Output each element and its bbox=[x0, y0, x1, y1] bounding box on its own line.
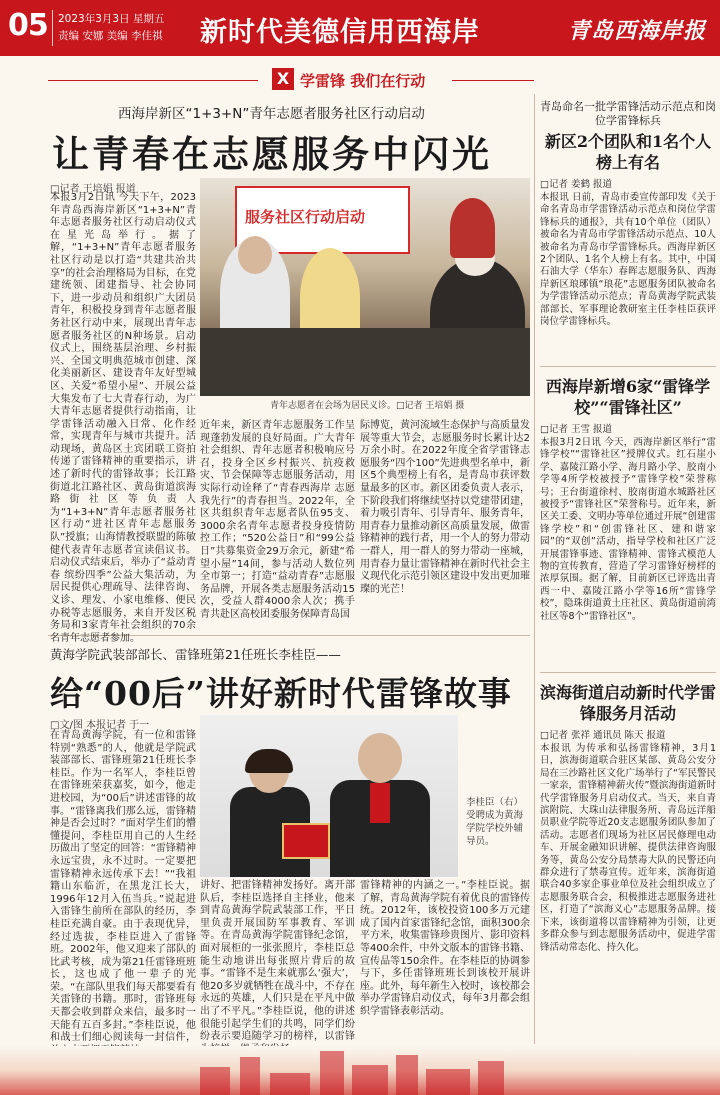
issue-date: 2023年3月3日 星期五 bbox=[58, 13, 165, 25]
article1-headline: 让青春在志愿服务中闪光 bbox=[52, 132, 492, 176]
skyline-building bbox=[352, 1065, 388, 1095]
side-story-3 bbox=[540, 682, 716, 1043]
article2-column-3: 雷锋精神的内涵之一。”李桂臣说。据了解，青岛黄海学院有着优良的雷锋传统。2012年，该校投资100多万元建成了国内首家雷锋纪念馆，面积300余平方米，收集雷锋珍贵图片、影印资料等400余件，中外文版本的雷锋书籍、宣传品等150余件。在李桂臣的协调参与下，多任雷锋班班长到该校开展讲座。此外，每年新生入校时，该校都会举办学雷锋启动仪式，每年3月都会组织学雷锋表彰活动。 bbox=[360, 880, 530, 1017]
side-separator-2 bbox=[540, 672, 716, 673]
page-number: 05 bbox=[8, 8, 48, 43]
article2-kicker: 黄海学院武装部部长、雷锋班第21任班长李桂臣—— bbox=[50, 647, 341, 662]
article2-column-2: 讲好、把雷锋精神发扬好。离开部队后，李桂臣选择自主择业，他来到青岛黄海学院武装部工作，平日里负责开展国防军事教育、军训等。在青岛黄海学院雷锋纪念馆，面对展柜的一张张照片，李桂臣总能生动地讲出每张照片背后的故事。“雷锋不是生来就那么‘强大’，他20多岁就牺牲在战斗中，不存在永远的英雄，人们只是在平凡中做出了不平凡。”李桂臣说，他的讲述很能引起学生们的共鸣，同学们纷纷表示要追随学习的榜样，以雷锋 bbox=[200, 880, 355, 1043]
side2-body: 本报3月2日讯 今天，西海岸新区举行“雷锋学校”“雷锋社区”授牌仪式。红石崖小学、嘉陵江路小学、海月路小学、胶南小学等4所学校被授予“雷锋学校”荣誉称号；王台街道徐村、胶南街道水城路社区被授予“雷锋社区”荣誉称号。近年来，新区关工委、文明办等单位通过开展“创建雷锋学校”和“创雷锋社区、建和谐家园”的“双创”活动，指导学校和社区广泛开展雷锋事迹、雷锋精神、雷锋式模范人物的宣传教育，营造了学习雷锋好榜样的浓厚氛围。据了解，目前新区已评选出青西一中、嘉陵江路小学等16所“雷锋学校”，隐珠街道黄土庄社区、黄岛街道前湾社区等8个“雷锋社区”。 bbox=[540, 437, 716, 622]
side1-body: 本报讯 日前，青岛市委宣传部印发《关于命名青岛市学雷锋活动示范点和岗位学雷锋标兵的通报》，共有10个单位（团队）被命名为青岛市学雷锋活动示范点、10人被命名为青岛市学雷锋标兵。西海岸新区2个团队、1名个人榜上有名。其中，中国石油大学（华东）春晖志愿服务队、西海岸新区琅琊镇“琅花”志愿服务团队被命名为学雷锋活动示范点；青岛黄海学院武装部部长、军事理论教研室主任李桂臣获评岗位学雷锋标兵。 bbox=[540, 192, 716, 328]
article1-photo bbox=[200, 178, 530, 396]
article2-photo-caption: 李桂臣（右）受聘成为黄海学院学校外辅导员。 bbox=[466, 797, 524, 847]
article2-headline: 给“00后”讲好新时代雷锋故事 bbox=[50, 674, 512, 713]
skyline-building bbox=[240, 1057, 260, 1095]
masthead bbox=[0, 0, 720, 56]
skyline-building bbox=[478, 1061, 504, 1095]
banner-rule-right bbox=[452, 80, 534, 81]
photo-table bbox=[200, 328, 530, 396]
section-label: 学雷锋 我们在行动 bbox=[300, 72, 426, 90]
volunteer-head bbox=[238, 236, 272, 274]
skyline-building bbox=[320, 1051, 344, 1095]
side-story-2 bbox=[540, 376, 716, 677]
side1-byline: □记者 姜鹤 报道 bbox=[540, 179, 613, 190]
bystander-figure bbox=[450, 198, 495, 258]
header-meta bbox=[58, 11, 164, 45]
skyline-building bbox=[270, 1073, 310, 1095]
header-divider bbox=[52, 10, 53, 46]
article1-photo-caption: 青年志愿者在会场为居民义诊。□记者 王培娟 摄 bbox=[270, 401, 465, 411]
article1-byline: □记者 王培娟 报道 bbox=[50, 184, 136, 195]
side2-headline: 西海岸新增6家“雷锋学校”“雷锋社区” bbox=[545, 377, 711, 417]
article1-kicker: 西海岸新区“1+3+N”青年志愿者服务社区行动启动 bbox=[118, 106, 425, 122]
article2-photo bbox=[200, 715, 458, 877]
article2-byline: □文/图 本报记者 于一 bbox=[50, 720, 150, 731]
side3-byline: □记者 张祥 通讯员 陈天 报道 bbox=[540, 730, 666, 741]
side2-byline: □记者 王雪 报道 bbox=[540, 424, 613, 435]
column-divider bbox=[534, 94, 535, 1044]
editors: 责编 安娜 美编 李佳祺 bbox=[58, 30, 163, 42]
footer-skyline-decoration bbox=[0, 1046, 720, 1095]
side1-kicker: 青岛命名一批学雷锋活动示范点和岗位学雷锋标兵 bbox=[540, 100, 716, 127]
banner-rule-left bbox=[48, 80, 258, 81]
article2-column-1: 在青岛黄海学院，有一位和雷锋特别“熟悉”的人，他就是学院武装部部长、雷锋班第21任班长李桂臣。作为一名军人，李桂臣曾在雷锋班荣获嘉奖，如今，他走进校园，为“00后”讲述雷锋的故事。“雷锋离我们那么远，雷锋精神是否会过时？”面对学生们的懵懂提问，李桂臣用自己的人生经历做出了坚定的回答：“雷锋精神永远宝贵，永不过时。一定要把雷锋精神永远传承下去！”“我祖籍山东临沂，在黑龙江长大，1996年12月入伍当兵。”说起进入雷锋生前所在部队的经历，李桂臣充满自豪。由于表现优异，经过选拔，李桂臣进入了雷锋班。2002年，他又迎来了部队的比武考核，成为第21任雷锋班班长，这也成了他一辈子的光荣。“在部队里我们每天都要看有关雷锋的书籍。那时，雷锋班每天都会收到群众来信，最多时一天能有五百多封。”李桂臣说，他和战士们细心阅读每一封信件， bbox=[50, 730, 196, 1044]
side3-body: 本报讯 为传承和弘扬雷锋精神，3月1日，滨海街道联合驻区某部、黄岛公安分局在三沙路社区文化广场举行了“军民警民一家亲，雷锋精神薪火传”暨滨海街道新时代学雷锋服务月启动仪式。当天，来自青滨附院、大珠山法律服务所、青岛远洋船员职业学院等近20支志愿服务团队参加了活动。志愿者们现场为社区居民修理电动车、开展金融知识讲解、提供法律咨询服务等，黄岛公安分局禁毒大队的民警还向群众进行了禁毒宣传。近年来，滨海街道联合40多家企事业单位及社会组织成立了志愿服务联合会，积极推进志愿服务进社区，打造了“滨海义心”志愿服务品牌。接下来，该街道将以雷锋精神为引领，让更多群众参与到志愿服务活动中，促进学雷锋活动常态化、持久化。 bbox=[540, 743, 716, 953]
article1-column-3: 际博览，黄河流域生态保护与高质量发展等重大节会，志愿服务时长累计达2万余小时。在2022年度全省学雷锋志愿服务“四个100”先进典型名单中，新区5个典型榜上有名，是青岛市获评数量最多的区市。新区团委负责人表示，下阶段我们将继续坚持以党建带团建，着力吸引青年、引导青年、服务青年，用青春力量推动新区高质量发展，做雷锋精神的践行者，用一个人的努力带动一群人，用一群人的努力带动一座城，用青春力量让雷锋精神在新时代社会主义现代化示范引领区建设中发出更加璀璨的光芒！ bbox=[360, 420, 530, 595]
side3-headline: 滨海街道启动新时代学雷锋服务月活动 bbox=[540, 683, 717, 723]
skyline-building bbox=[200, 1067, 230, 1095]
red-scarf bbox=[370, 783, 390, 823]
article1-column-1: 本报3月2日讯 今天下午，2023年青岛西海岸新区“1+3+N”青年志愿者服务社区行动启动仪式在星光岛举行。据了解，“1+3+N”青年志愿者服务社区行动是以打造“共建共治共享”的社会治理格局为目标，在党建统领、团建指导、社会协同下，进一步动员和组织广大团员青年，积极投身到青年志愿者服务社区行动中来，展现出青年志愿者服务社区的N种场景。启动仪式上，围绕基层治理、乡村振兴、全国文明典范城市创建、深化美丽新区、建设青年友好型城区、关爱“希望小屋”、开展公益大集发布了七大青春行动，为广大青年志愿者提供行动指南，让学雷锋活动融入日常、化作经常，实现青年与城市共提升。活动现场，黄岛区土宾团联工资拍传递了雷锋精神的重要指示，讲述了新时代的雷锋故事；长江路街道北江路社区、黄岛街道滨海路街社区等负责人为“1+3+N”青年志愿者服务社区行动“进社区青年志愿服务队”授旗；山海情教授联盟的陈敏健代表青年志愿者宣读倡议书。启动仪式结束后，举办了“益动青春 缤纷四季”公益大集活动，为居民提供心理疏导、法律咨询、义诊、理发、小家电维修、便民办税等志愿服务，来自开发区税务局和3家青年社会组织的70余名青年志愿者参加。 bbox=[50, 192, 196, 644]
man-figure bbox=[330, 725, 430, 877]
man-head bbox=[358, 733, 402, 783]
skyline-building bbox=[426, 1069, 470, 1095]
article1-column-2: 近年来，新区青年志愿服务工作呈现蓬勃发展的良好局面。广大青年社会组织、青年志愿者积极响应号召，投身全区乡村振兴、抗疫救灾、节会保障等志愿服务活动，用实际行动诠释了“青春西海岸 志愿我先行”的青春担当。2022年，全区共组织青年志愿者队伍95支、3000余名青年志愿者投身疫情防控工作；“520公益日”和“99公益日”共募集资金29万余元，新建“希望小屋”14间，参与活动人数位列全市第一；打造“益动青春”志愿服务品牌，开展各类志愿服务活动15次，受益人群4000余人次；携手青共赴区高校团委服务保障青岛国 bbox=[200, 420, 355, 620]
skyline-building bbox=[396, 1055, 418, 1095]
section-mark-icon: X bbox=[272, 68, 294, 90]
side-separator-1 bbox=[540, 366, 716, 367]
page-title: 新时代美德信用西海岸 bbox=[200, 17, 480, 48]
side1-headline: 新区2个团队和1名个人榜上有名 bbox=[544, 132, 712, 172]
side-story-1 bbox=[540, 100, 716, 372]
photo-banner-text: 服务社区行动启动 bbox=[245, 208, 366, 226]
newspaper-logo: 青岛西海岸报 bbox=[567, 18, 706, 44]
certificate bbox=[282, 823, 330, 859]
woman-hair bbox=[245, 749, 293, 773]
